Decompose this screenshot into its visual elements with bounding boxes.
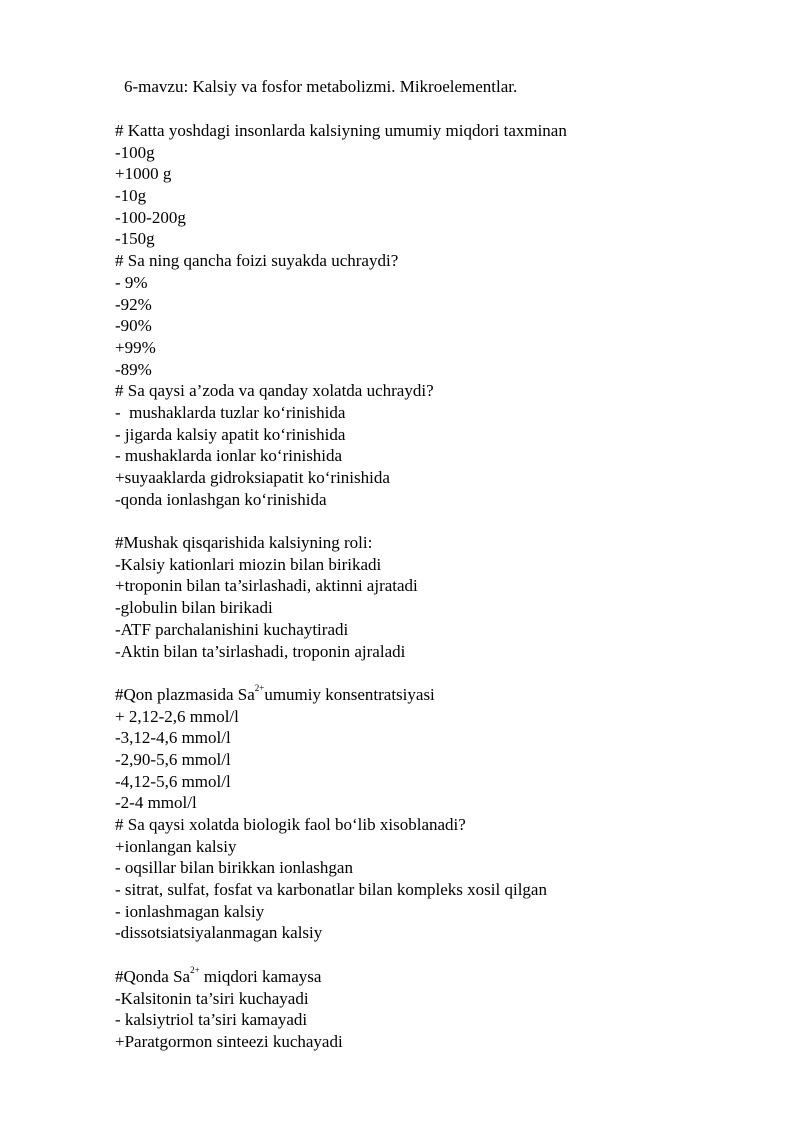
question-text: # Sa ning qancha foizi suyakda uchraydi?: [115, 251, 399, 271]
answer-option: +suyaaklarda gidroksiapatit ko‘rinishida: [115, 468, 390, 487]
question-text-end: umumiy konsentratsiyasi: [264, 684, 435, 704]
answer-option: - mushaklarda ionlar ko‘rinishida: [115, 446, 343, 466]
answer-option: -ATF parchalanishini kuchaytiradi: [115, 619, 349, 639]
answer-option: - ionlashmagan kalsiy: [115, 901, 265, 921]
answer-option: - 9%: [115, 272, 148, 292]
answer-option: +Paratgormon sinteezi kuchayadi: [115, 1031, 343, 1051]
charge-superscript: 2+: [190, 965, 200, 976]
answer-option: -2,90-5,6 mmol/l: [115, 749, 231, 769]
question-list: [115, 120, 775, 1053]
question-block: [115, 966, 775, 1053]
question-block: [115, 532, 775, 662]
answer-option: -100-200g: [115, 207, 186, 227]
answer-option: + 2,12-2,6 mmol/l: [115, 706, 239, 726]
answer-option: -4,12-5,6 mmol/l: [115, 771, 231, 791]
answer-option: -Kalsiy kationlari miozin bilan birikadi: [115, 554, 382, 574]
answer-option: - jigarda kalsiy apatit ko‘rinishida: [115, 424, 346, 444]
answer-option: -100g: [115, 142, 155, 162]
answer-option: +troponin bilan ta’sirlashadi, aktinni ajratadi: [115, 576, 418, 596]
answer-option: - sitrat, sulfat, fosfat va karbonatlar bilan kompleks xosil qilgan: [115, 880, 547, 900]
spacer: [115, 510, 775, 532]
answer-option: - kalsiytriol ta’siri kamayadi: [115, 1010, 308, 1030]
question-text: # Katta yoshdagi insonlarda kalsiyning umumiy miqdori taxminan: [115, 121, 567, 140]
question-text: # Sa qaysi xolatda biologik faol bo‘lib xisoblanadi?: [115, 815, 466, 834]
spacer: [115, 662, 775, 684]
question-text-end: miqdori kamaysa: [199, 966, 322, 986]
answer-option: +99%: [115, 337, 156, 357]
answer-option: -89%: [115, 359, 152, 379]
question-text-start: #Qon plazmasida Sa: [115, 684, 255, 704]
answer-option: -150g: [115, 229, 155, 249]
answer-option: - mushaklarda tuzlar ko‘rinishida: [115, 402, 346, 422]
question-text: [115, 966, 775, 988]
answer-option: -2-4 mmol/l: [115, 793, 197, 813]
answer-option: +ionlangan kalsiy: [115, 836, 237, 856]
answer-option: -Aktin bilan ta’sirlashadi, troponin ajraladi: [115, 641, 406, 661]
question-text-start: #Qonda Sa: [115, 966, 191, 986]
question-block: [115, 684, 775, 814]
question-block: [115, 380, 775, 510]
answer-option: -10g: [115, 186, 147, 206]
question-text: #Mushak qisqarishida kalsiyning roli:: [115, 533, 373, 553]
question-block: [115, 120, 775, 250]
question-block: [115, 814, 775, 944]
answer-option: -Kalsitonin ta’siri kuchayadi: [115, 988, 309, 1008]
answer-option: -90%: [115, 316, 152, 336]
question-text: # Sa qaysi a’zoda va qanday xolatda uchraydi?: [115, 381, 434, 401]
question-text: [115, 684, 775, 706]
charge-superscript: 2+: [254, 683, 265, 694]
answer-option: -92%: [115, 294, 152, 314]
answer-option: -dissotsiatsiyalanmagan kalsiy: [115, 923, 323, 943]
answer-option: +1000 g: [115, 164, 172, 184]
answer-option: -globulin bilan birikadi: [115, 598, 273, 618]
answer-option: - oqsillar bilan birikkan ionlashgan: [115, 858, 353, 878]
spacer: [115, 944, 775, 966]
answer-option: -qonda ionlashgan ko‘rinishida: [115, 489, 327, 509]
question-block: [115, 250, 775, 380]
answer-option: -3,12-4,6 mmol/l: [115, 728, 231, 748]
page-title: 6-mavzu: Kalsiy va fosfor metabolizmi. Mikroelementlar.: [124, 77, 518, 96]
